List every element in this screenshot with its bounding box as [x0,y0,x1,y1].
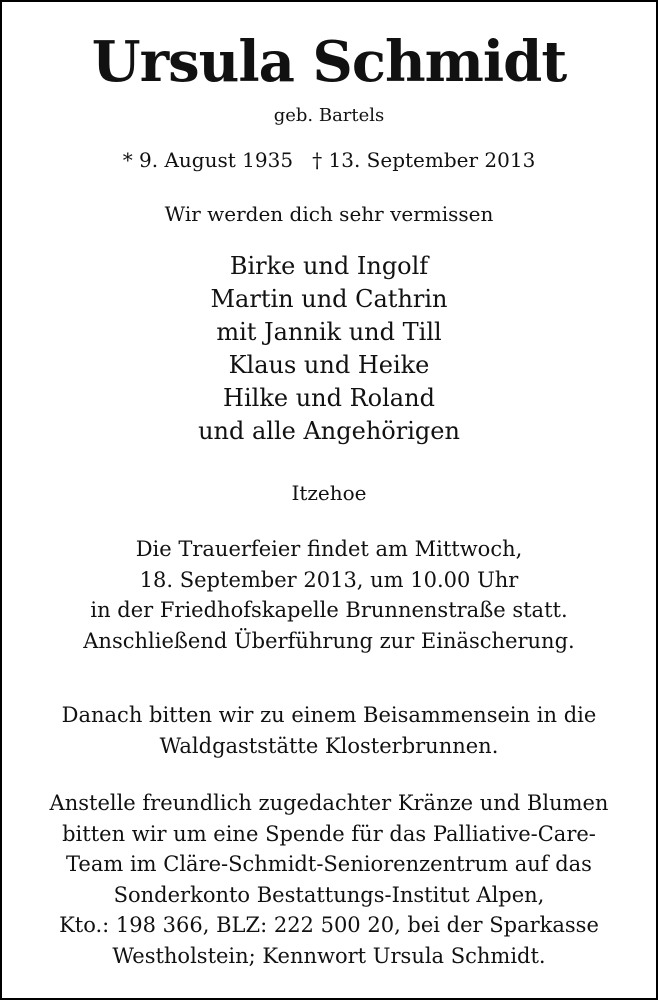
life-dates [2,145,656,175]
birth-date: * 9. August 1935 [122,148,294,172]
donation-line: Kto.: 198 366, BLZ: 222 500 20, bei der Sparkasse [59,913,599,937]
gathering-line: Waldgaststätte Klosterbrunnen. [159,733,499,758]
ceremony-line: Die Trauerfeier findet am Mittwoch, [135,537,523,561]
ceremony-line: 18. September 2013, um 10.00 Uhr [139,567,519,592]
donation-paragraph [6,788,652,971]
mourner-line: mit Jannik und Till [216,318,442,346]
mourner-line: Birke und Ingolf [229,252,429,280]
ceremony-line: in der Friedhofskapelle Brunnenstraße statt. [90,598,568,622]
donation-line: bitten wir um eine Spende für das Palliative-Care- [62,821,596,846]
death-date: † 13. September 2013 [312,148,536,172]
deceased-name: Ursula Schmidt [91,29,567,95]
donation-line: Sonderkonto Bestattungs-Institut Alpen, [113,882,545,907]
farewell-line: Wir werden dich sehr vermissen [164,202,494,226]
ceremony-line: Anschließend Überführung zur Einäscherung. [83,628,575,653]
mourner-line: Martin und Cathrin [210,285,448,313]
mourner-line: Klaus und Heike [228,351,430,379]
gathering-paragraph [6,700,652,761]
ceremony-paragraph [6,534,652,656]
place-name: Itzehoe [291,481,367,505]
date-separator [293,148,312,172]
mourner-line: Hilke und Roland [223,384,435,412]
donation-line: Anstelle freundlich zugedachter Kränze und Blumen [49,791,609,815]
donation-line: Westholstein; Kennwort Ursula Schmidt. [112,943,546,968]
mourners-list [2,250,656,448]
donation-line: Team im Cläre-Schmidt-Seniorenzentrum auf das [66,852,592,876]
gathering-line: Danach bitten wir zu einem Beisammensein in die [61,703,597,727]
maiden-name: geb. Bartels [273,105,385,126]
mourner-line: und alle Angehörigen [198,417,460,445]
